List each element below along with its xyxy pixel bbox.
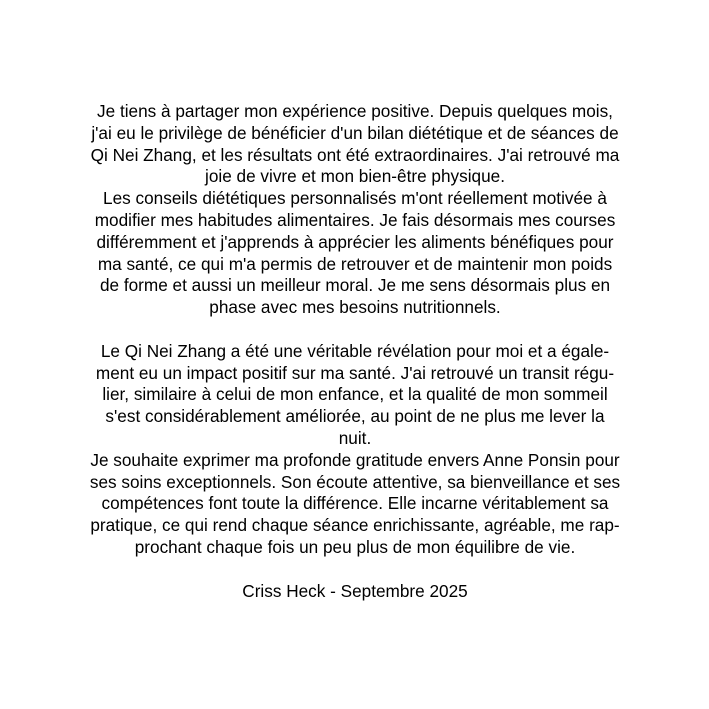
text-line: Le Qi Nei Zhang a été une véritable révélation pour moi et a égale-: [100, 340, 610, 361]
text-line: s'est considérablement améliorée, au point de ne plus me lever la: [105, 406, 605, 427]
text-line: pratique, ce qui rend chaque séance enrichissante, agréable, me rap-: [90, 515, 620, 536]
paragraph-1: [66, 101, 644, 188]
testimonial-text: [66, 101, 644, 602]
paragraph-4: [66, 450, 644, 559]
text-line: Je tiens à partager mon expérience positive. Depuis quelques mois,: [97, 101, 613, 121]
text-line: j'ai eu le privilège de bénéficier d'un bilan diététique et de séances de: [91, 122, 619, 143]
text-line: nuit.: [338, 427, 372, 448]
paragraph-spacer: [66, 559, 644, 581]
text-line: Je souhaite exprimer ma profonde gratitude envers Anne Ponsin pour: [90, 449, 620, 470]
paragraph-spacer: [66, 319, 644, 341]
text-line: ses soins exceptionnels. Son écoute attentive, sa bienveillance et ses: [89, 471, 621, 492]
text-line: ma santé, ce qui m'a permis de retrouver et de maintenir mon poids: [97, 253, 613, 274]
text-line: compétences font toute la différence. Elle incarne véritablement sa: [101, 493, 609, 514]
text-line: ment eu un impact positif sur ma santé. J'ai retrouvé un transit régu-: [95, 362, 615, 383]
text-line: différemment et j'apprends à apprécier les aliments bénéfiques pour: [96, 231, 614, 252]
paragraph-3: [66, 341, 644, 450]
text-line: phase avec mes besoins nutritionnels.: [209, 297, 501, 318]
text-line: joie de vivre et mon bien-être physique.: [205, 166, 505, 187]
text-line: modifier mes habitudes alimentaires. Je fais désormais mes courses: [94, 209, 616, 230]
signature: Criss Heck - Septembre 2025: [242, 580, 468, 601]
paragraph-2: [66, 188, 644, 319]
text-line: de forme et aussi un meilleur moral. Je me sens désormais plus en: [99, 275, 611, 296]
text-line: lier, similaire à celui de mon enfance, et la qualité de mon sommeil: [102, 384, 608, 405]
text-line: Qi Nei Zhang, et les résultats ont été extraordinaires. J'ai retrouvé ma: [90, 144, 620, 165]
text-line: Les conseils diététiques personnalisés m'ont réellement motivée à: [103, 188, 607, 209]
text-line: prochant chaque fois un peu plus de mon équilibre de vie.: [134, 536, 576, 557]
